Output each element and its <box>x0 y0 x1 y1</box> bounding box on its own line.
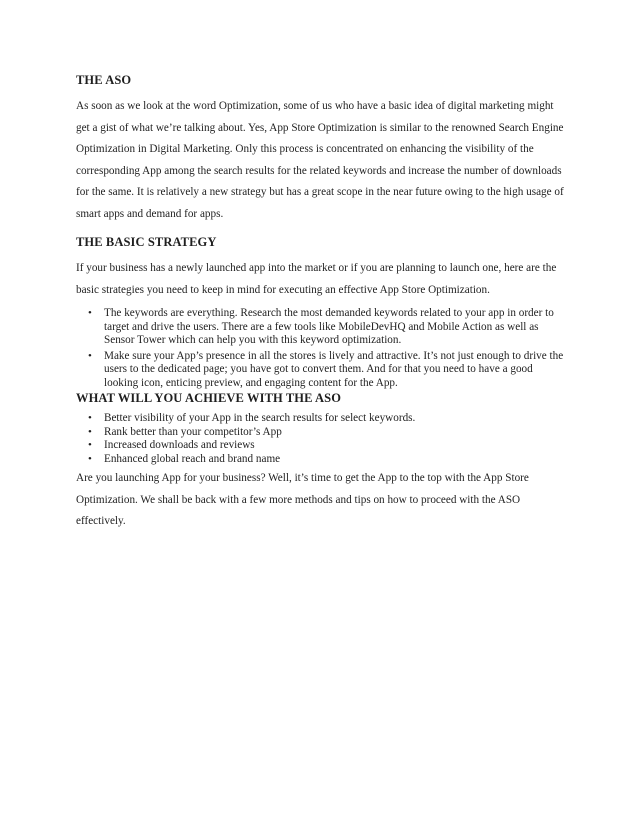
list-item-text: Rank better than your competitor’s App <box>104 425 282 438</box>
list-item-text: Enhanced global reach and brand name <box>104 452 281 465</box>
document-page <box>76 66 566 533</box>
achieve-bullet-list <box>76 412 566 466</box>
paragraph-strategy-intro: If your business has a newly launched app into the market or if you are planning to launch one, here are the basic strategies you need to keep in mind for executing an effective App Store Optimization. <box>76 262 557 296</box>
bullet-icon: • <box>88 307 92 319</box>
list-item-text: The keywords are everything. Research the most demanded keywords related to your app in order to target and drive the users. There are a few tools like MobileDevHQ and Mobile Action as well as Sensor Tower which can help you with this keyword optimization. <box>104 307 554 346</box>
list-item <box>76 426 566 440</box>
bullet-icon: • <box>88 412 92 424</box>
list-item <box>76 412 566 426</box>
strategy-bullet-list <box>76 307 566 390</box>
list-item-text: Increased downloads and reviews <box>104 439 255 451</box>
section-heading-achieve: WHAT WILL YOU ACHIEVE WITH THE ASO <box>76 391 342 405</box>
section-heading-basic-strategy: THE BASIC STRATEGY <box>76 235 217 249</box>
paragraph-aso-intro: As soon as we look at the word Optimization, some of us who have a basic idea of digital marketing might get a gist of what we’re talking about. Yes, App Store Optimization is similar to the renowned Search Engine Optimization in Digital Marketing. Only this process is concentrated on enhancing the visibility of the corresponding App among the search results for the related keywords and increase the number of downloads for the same. It is relatively a new strategy but has a great scope in the near future owing to the high usage of smart apps and demand for apps. <box>76 100 564 220</box>
paragraph-closing: Are you launching App for your business? Well, it’s time to get the App to the top with the App Store Optimization. We shall be back with a few more methods and tips on how to proceed with the ASO effectively. <box>76 472 529 527</box>
list-item-text: Make sure your App’s presence in all the stores is lively and attractive. It’s not just enough to drive the users to the dedicated page; you have got to convert them. And for that you need to have a good looking icon, enticing preview, and engaging content for the App. <box>104 349 564 389</box>
list-item <box>76 350 566 391</box>
bullet-icon: • <box>88 349 92 362</box>
list-item <box>76 453 566 467</box>
list-item-text: Better visibility of your App in the search results for select keywords. <box>104 412 416 424</box>
bullet-icon: • <box>88 425 92 438</box>
section-heading-aso: THE ASO <box>76 73 132 87</box>
bullet-icon: • <box>88 439 92 451</box>
bullet-icon: • <box>88 452 92 465</box>
list-item <box>76 439 566 453</box>
list-item <box>76 307 566 348</box>
